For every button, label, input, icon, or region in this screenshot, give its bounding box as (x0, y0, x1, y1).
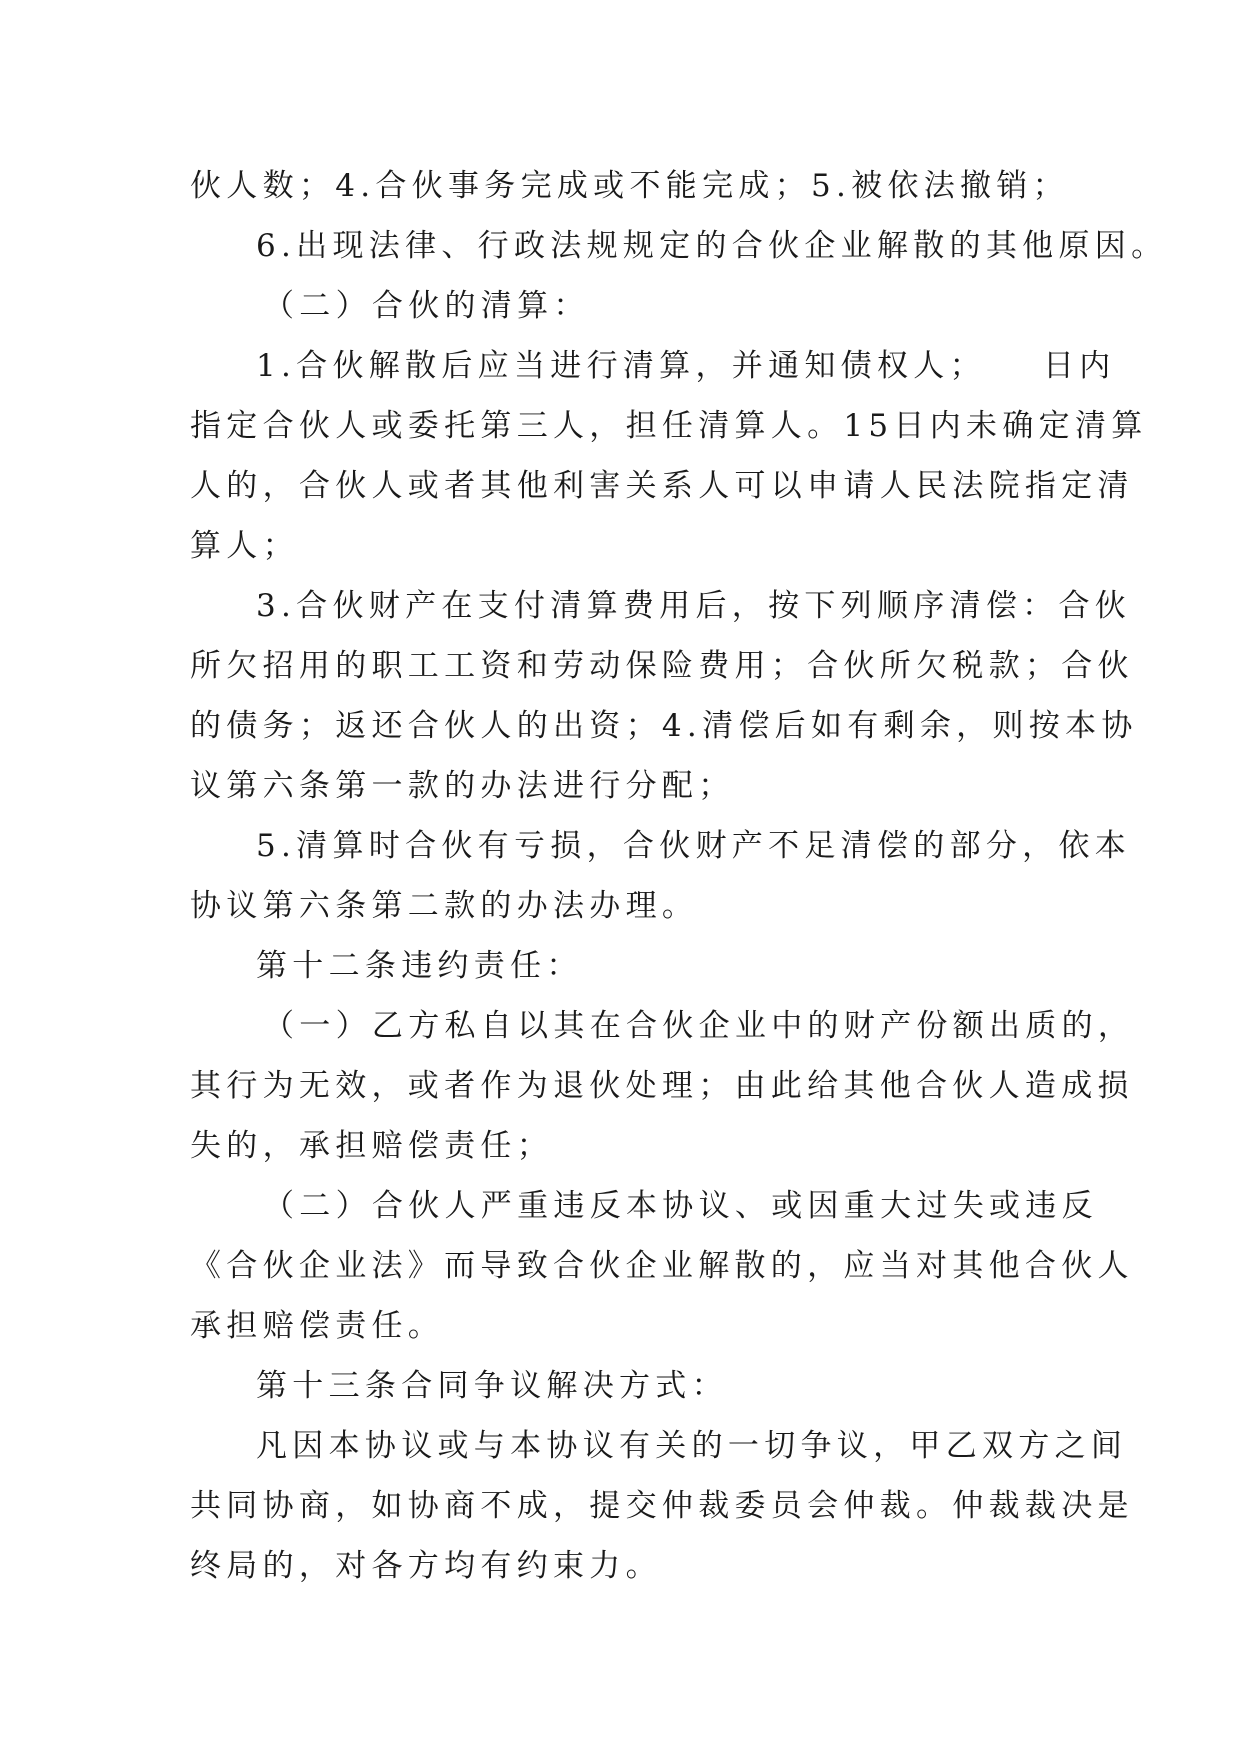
text-line: 5.清算时合伙有亏损，合伙财产不足清偿的部分，依本 (256, 828, 1132, 864)
text-line: 6.出现法律、行政法规规定的合伙企业解散的其他原因。 (256, 228, 1168, 264)
text-line: 的债务；返还合伙人的出资；4.清偿后如有剩余，则按本协 (190, 708, 1138, 744)
text-line: 协议第六条第二款的办法办理。 (190, 888, 699, 924)
text-line: 3.合伙财产在支付清算费用后，按下列顺序清偿：合伙 (256, 588, 1132, 624)
text-line: 承担赔偿责任。 (190, 1308, 445, 1344)
text-line: 议第六条第一款的办法进行分配； (190, 768, 735, 804)
text-line: 算人； (190, 528, 299, 564)
text-line: 伙人数；4.合伙事务完成或不能完成；5.被依法撤销； (190, 168, 1069, 204)
text-line: 1.合伙解散后应当进行清算，并通知债权人； 日内 (256, 348, 1116, 384)
text-line: 凡因本协议或与本协议有关的一切争议，甲乙双方之间 (256, 1428, 1128, 1464)
text-line: 其行为无效，或者作为退伙处理；由此给其他合伙人造成损 (190, 1068, 1134, 1104)
text-line: 人的，合伙人或者其他利害关系人可以申请人民法院指定清 (190, 468, 1134, 504)
text-line: 终局的，对各方均有约束力。 (190, 1548, 662, 1584)
text-line: （二）合伙的清算： (263, 288, 590, 324)
section-heading: 第十二条违约责任： (256, 948, 583, 984)
text-line: 所欠招用的职工工资和劳动保险费用；合伙所欠税款；合伙 (190, 648, 1134, 684)
text-line: （二）合伙人严重违反本协议、或因重大过失或违反 (263, 1188, 1098, 1224)
text-line: 《合伙企业法》而导致合伙企业解散的，应当对其他合伙人 (190, 1248, 1134, 1284)
text-line: （一）乙方私自以其在合伙企业中的财产份额出质的， (263, 1008, 1135, 1044)
text-line: 失的，承担赔偿责任； (190, 1128, 553, 1164)
section-heading: 第十三条合同争议解决方式： (256, 1368, 728, 1404)
text-line: 共同协商，如协商不成，提交仲裁委员会仲裁。仲裁裁决是 (190, 1488, 1134, 1524)
text-line: 指定合伙人或委托第三人，担任清算人。15日内未确定清算 (190, 408, 1148, 444)
